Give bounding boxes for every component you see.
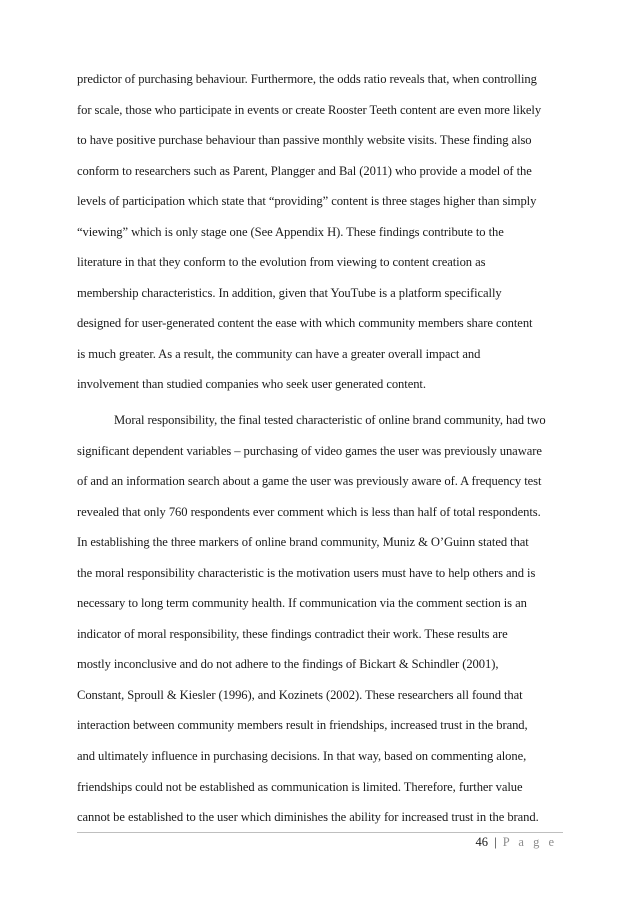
text-line: indicator of moral responsibility, these findings contradict their work. These results are bbox=[77, 626, 508, 641]
text-line: “viewing” which is only stage one (See Appendix H). These findings contribute to the bbox=[77, 224, 504, 239]
text-line: Constant, Sproull & Kiesler (1996), and Kozinets (2002). These researchers all found that bbox=[77, 687, 523, 702]
text-line: and ultimately influence in purchasing decisions. In that way, based on commenting alone, bbox=[77, 749, 527, 764]
text-line: interaction between community members result in friendships, increased trust in the brand, bbox=[77, 718, 528, 733]
body-text bbox=[77, 64, 563, 833]
footer-separator: | bbox=[494, 835, 497, 849]
footer-divider bbox=[77, 832, 563, 833]
text-line: is much greater. As a result, the community can have a greater overall impact and bbox=[77, 346, 481, 361]
page-footer bbox=[476, 835, 557, 850]
page-label: P a g e bbox=[502, 835, 557, 849]
paragraph-2 bbox=[77, 405, 563, 833]
paragraph-1 bbox=[77, 64, 563, 400]
text-line: the moral responsibility characteristic is the motivation users must have to help others and is bbox=[77, 565, 536, 580]
text-line: predictor of purchasing behaviour. Furthermore, the odds ratio reveals that, when controlling bbox=[77, 72, 537, 86]
text-line: levels of participation which state that “providing” content is three stages higher than simply bbox=[77, 194, 537, 209]
text-line: Moral responsibility, the final tested characteristic of online brand community, had two bbox=[114, 413, 546, 428]
text-line: cannot be established to the user which diminishes the ability for increased trust in the brand. bbox=[77, 810, 539, 825]
text-line: membership characteristics. In addition, given that YouTube is a platform specifically bbox=[77, 285, 502, 300]
text-line: designed for user-generated content the ease with which community members share content bbox=[77, 316, 533, 331]
text-line: of and an information search about a game the user was previously aware of. A frequency test bbox=[77, 474, 542, 489]
text-line: to have positive purchase behaviour than passive monthly website visits. These finding also bbox=[77, 133, 532, 148]
text-line: literature in that they conform to the evolution from viewing to content creation as bbox=[77, 255, 486, 270]
text-line: friendships could not be established as communication is limited. Therefore, further value bbox=[77, 779, 523, 794]
text-line: revealed that only 760 respondents ever comment which is less than half of total respondents. bbox=[77, 504, 541, 519]
text-line: for scale, those who participate in events or create Rooster Teeth content are even more likely bbox=[77, 102, 542, 117]
text-line: conform to researchers such as Parent, Plangger and Bal (2011) who provide a model of the bbox=[77, 163, 532, 178]
text-line: necessary to long term community health. If communication via the comment section is an bbox=[77, 596, 527, 611]
text-line: significant dependent variables – purchasing of video games the user was previously unaware bbox=[77, 443, 542, 458]
page-number: 46 bbox=[475, 835, 489, 849]
text-line: mostly inconclusive and do not adhere to the findings of Bickart & Schindler (2001), bbox=[77, 657, 499, 672]
text-line: involvement than studied companies who seek user generated content. bbox=[77, 377, 426, 392]
text-line: In establishing the three markers of online brand community, Muniz & O’Guinn stated that bbox=[77, 535, 529, 550]
